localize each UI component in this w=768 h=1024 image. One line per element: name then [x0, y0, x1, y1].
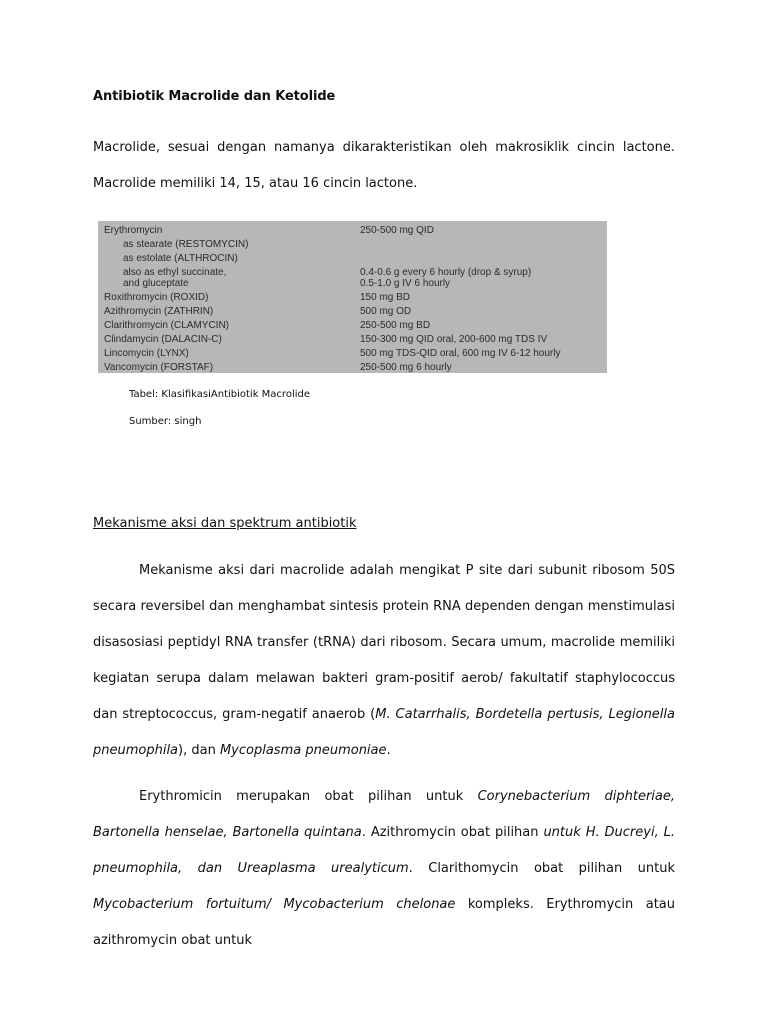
drug-dose: 250-500 mg QID — [360, 225, 434, 236]
drug-name: also as ethyl succinate, — [123, 267, 227, 278]
drug-dose: 250-500 mg BD — [360, 320, 431, 331]
drug-name: as stearate (RESTOMYCIN) — [123, 239, 249, 250]
text-run: . Clarithomycin obat pilihan untuk — [408, 861, 675, 876]
drug-name: Azithromycin (ZATHRIN) — [104, 306, 214, 317]
text-run: Erythromicin merupakan obat pilihan untuk — [139, 789, 478, 804]
table-row — [98, 267, 607, 278]
table-row — [98, 239, 607, 250]
table-row — [98, 253, 607, 264]
drug-dose: 150 mg BD — [360, 292, 411, 303]
drug-dose: 0.5-1.0 g IV 6 hourly — [360, 278, 451, 289]
text-run: . — [386, 743, 391, 758]
table-row — [98, 306, 607, 317]
intro-paragraph: Macrolide, sesuai dengan namanya dikarakteristikan oleh makrosiklik cincin lactone. Macrolide memiliki 14, 15, atau 16 cincin lactone. — [93, 140, 675, 191]
text-run: . Azithromycin obat pilihan — [361, 825, 544, 840]
table-source: Sumber: singh — [129, 416, 202, 427]
italic-run: untuk H. Ducreyi, L. pneumophila, dan Ureaplasma urealyticum — [93, 825, 676, 876]
italic-run: Corynebacterium diphteriae, Bartonella henselae, Bartonella quintana — [93, 789, 676, 840]
drug-name: Clindamycin (DALACIN-C) — [104, 334, 222, 345]
drug-name: as estolate (ALTHROCIN) — [123, 253, 238, 264]
text-run: kompleks. Erythromycin atau azithromycin obat untuk — [93, 897, 675, 948]
drug-dose: 150-300 mg QID oral, 200-600 mg TDS IV — [360, 334, 548, 345]
drug-dose: 0.4-0.6 g every 6 hourly (drop & syrup) — [360, 267, 532, 278]
drug-name: and gluceptate — [123, 278, 189, 289]
drug-name: Roxithromycin (ROXID) — [104, 292, 209, 303]
table-row — [98, 348, 607, 359]
section-heading: Mekanisme aksi dan spektrum antibiotik — [93, 516, 357, 531]
drug-dose: 500 mg OD — [360, 306, 412, 317]
table-row — [98, 334, 607, 345]
text-run: ), dan — [178, 743, 220, 758]
italic-run: M. Catarrhalis, Bordetella pertusis, Legionella pneumophila — [93, 707, 675, 758]
italic-run: Mycobacterium fortuitum/ Mycobacterium chelonae — [93, 897, 456, 912]
drug-dose: 250-500 mg 6 hourly — [360, 362, 452, 373]
drug-name: Lincomycin (LYNX) — [104, 348, 189, 359]
drug-choice-paragraph — [93, 779, 675, 959]
table-row — [98, 362, 607, 373]
text-run: Mekanisme aksi dari macrolide adalah mengikat P site dari subunit ribosom 50S secara reversibel dan menghambat sintesis protein RNA dependen dengan menstimulasi disasosiasi peptidyl RNA transfer (tRNA) dari ribosom. Secara umum, macrolide memiliki kegiatan serupa dalam melawan bakteri gram-positif aerob/ fakultatif staphylococcus dan streptococcus, gram-negatif anaerob ( — [93, 563, 675, 722]
drug-dose: 500 mg TDS-QID oral, 600 mg IV 6-12 hourly — [360, 348, 561, 359]
macrolide-table — [98, 221, 607, 373]
drug-name: Clarithromycin (CLAMYCIN) — [104, 320, 230, 331]
table-row — [98, 278, 607, 289]
italic-run: Mycoplasma pneumoniae — [219, 743, 387, 758]
drug-name: Erythromycin — [104, 225, 163, 236]
table-row — [98, 320, 607, 331]
document-title: Antibiotik Macrolide dan Ketolide — [93, 89, 336, 104]
table-row — [98, 292, 607, 303]
table-row — [98, 225, 607, 236]
table-caption: Tabel: KlasifikasiAntibiotik Macrolide — [129, 389, 311, 400]
drug-name: Vancomycin (FORSTAF) — [104, 362, 214, 373]
mechanism-paragraph — [93, 553, 675, 769]
